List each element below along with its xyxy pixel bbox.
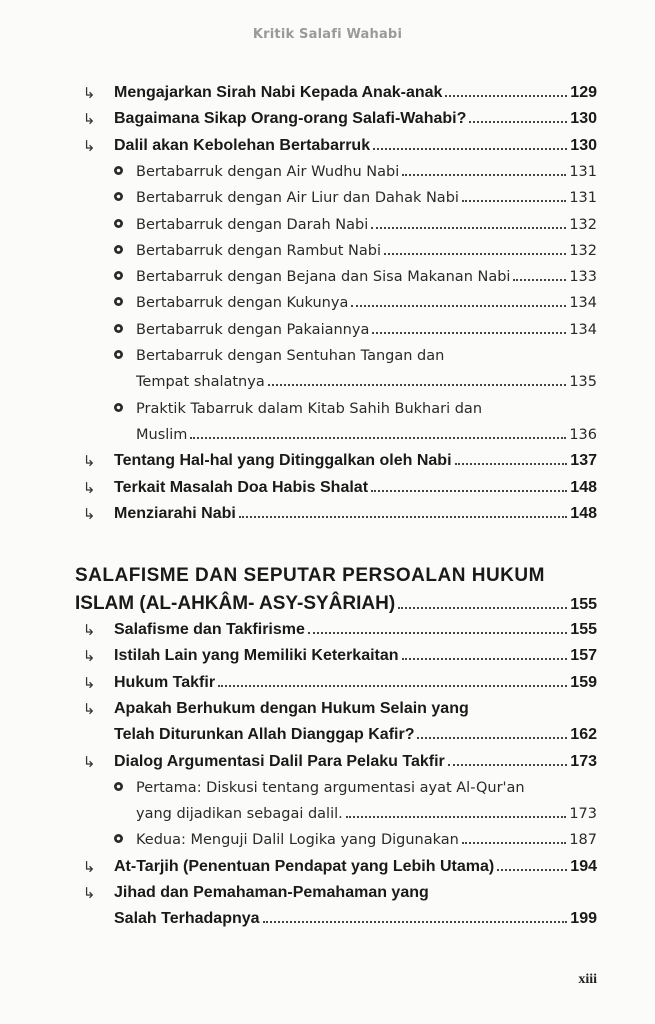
running-header: Kritik Salafi Wahabi: [252, 27, 403, 42]
toc-entry-title: Bertabarruk dengan Kukunya: [136, 295, 349, 312]
toc-row: [0, 238, 655, 264]
toc-row: [0, 422, 655, 448]
dot-leader: [371, 227, 566, 229]
toc-entry-title: Jihad dan Pemahaman-Pemahaman yang: [114, 884, 429, 901]
dot-leader: [497, 869, 567, 871]
toc-row: [0, 264, 655, 290]
toc-entry-page: 133: [569, 269, 597, 286]
dot-leader: [402, 174, 566, 176]
toc-row: [0, 133, 655, 159]
ring-dot-icon: [114, 782, 123, 791]
toc-row: [0, 185, 655, 211]
toc-entry-title: Bertabarruk dengan Pakaiannya: [136, 321, 370, 338]
ring-dot-icon: [114, 271, 123, 280]
dot-leader: [448, 764, 568, 766]
toc-entry-title: Tentang Hal-hal yang Ditinggalkan oleh Nabi: [114, 452, 452, 470]
toc-row: [0, 906, 655, 932]
toc-entry-page: 157: [570, 647, 597, 665]
toc-entry-page: 199: [570, 910, 597, 928]
dot-leader: [346, 816, 567, 818]
toc-entry-title: Hukum Takfir: [114, 673, 216, 691]
dot-leader: [371, 490, 567, 492]
toc-entry-title: yang dijadikan sebagai dalil.: [136, 806, 343, 823]
toc-entry-page: 162: [570, 726, 597, 744]
toc-row: [0, 722, 655, 748]
toc-entry-title: Salafisme dan Takfirisme: [114, 621, 305, 638]
dot-leader: [455, 463, 568, 465]
toc-entry-page: 137: [570, 452, 597, 470]
ring-dot-icon: [114, 403, 123, 412]
toc-entry-page: 136: [569, 426, 597, 443]
toc-entry-title: Bertabarruk dengan Bejana dan Sisa Makanan Nabi: [136, 269, 511, 286]
toc-entry-title: Bagaimana Sikap Orang-orang Salafi-Wahabi?: [114, 110, 467, 128]
ring-dot-icon: [114, 166, 123, 175]
ring-dot-icon: [114, 834, 123, 843]
dot-leader: [469, 121, 567, 123]
toc-entry-page: 130: [570, 110, 597, 128]
toc-row: [0, 290, 655, 316]
section-title-line2: ISLAM (AL-AHKÂM- ASY-SYÂRIAH): [75, 593, 396, 614]
toc-entry-page: 134: [569, 295, 597, 312]
toc-entry-title: Mengajarkan Sirah Nabi Kepada Anak-anak: [114, 84, 443, 101]
dot-leader: [513, 279, 566, 281]
arrow-mark-icon: ↳: [82, 452, 96, 471]
toc-row: [0, 448, 655, 474]
toc-entry-title: Kedua: Menguji Dalil Logika yang Digunakan: [136, 832, 459, 849]
toc-entry-page: 132: [569, 216, 597, 233]
arrow-mark-icon: ↳: [82, 504, 96, 523]
ring-dot-icon: [114, 219, 123, 228]
arrow-mark-icon: ↳: [82, 857, 96, 876]
toc-entry-title: Bertabarruk dengan Air Wudhu Nabi: [136, 163, 400, 180]
toc-entry-page: 148: [570, 478, 597, 496]
dot-leader: [239, 516, 567, 518]
toc-entry-page: 173: [570, 752, 597, 770]
toc-row: [0, 475, 655, 501]
toc-row: [0, 643, 655, 669]
toc-row: [0, 749, 655, 775]
toc-row: [0, 159, 655, 185]
toc-entry-title: Apakah Berhukum dengan Hukum Selain yang: [114, 699, 469, 717]
toc-entry-title: Dalil akan Kebolehan Bertabarruk: [114, 136, 371, 154]
ring-dot-icon: [114, 297, 123, 306]
toc-entry-page: 134: [569, 321, 597, 338]
dot-leader: [373, 148, 567, 150]
toc-row: [0, 369, 655, 395]
toc-entry-page: 129: [570, 84, 597, 101]
toc-entry-page: 187: [569, 832, 597, 849]
toc-row: [0, 775, 655, 801]
dot-leader: [402, 658, 568, 660]
arrow-mark-icon: ↳: [82, 673, 96, 692]
toc-row: [0, 106, 655, 132]
ring-dot-icon: [114, 192, 123, 201]
toc-entry-title: Istilah Lain yang Memiliki Keterkaitan: [114, 647, 399, 665]
dot-leader: [417, 737, 567, 739]
toc-entry-page: 148: [570, 504, 597, 522]
toc-entry-page: 131: [569, 163, 597, 180]
toc-entry-page: 173: [569, 806, 597, 823]
dot-leader: [384, 253, 566, 255]
toc-row: [0, 827, 655, 853]
dot-leader: [372, 332, 566, 334]
toc-entry-title: Telah Diturunkan Allah Dianggap Kafir?: [114, 726, 415, 744]
toc-entry-page: 194: [570, 857, 597, 875]
arrow-mark-icon: ↳: [82, 110, 96, 129]
dot-leader: [268, 384, 567, 386]
toc-entry-title: Bertabarruk dengan Rambut Nabi: [136, 242, 381, 259]
toc-row: [0, 501, 655, 527]
dot-leader: [190, 437, 566, 439]
arrow-mark-icon: ↳: [82, 478, 96, 497]
toc-entry-page: 159: [570, 673, 597, 691]
dot-leader: [445, 95, 567, 97]
toc-row: [0, 670, 655, 696]
dot-leader: [218, 685, 567, 687]
arrow-mark-icon: ↳: [82, 136, 96, 155]
arrow-mark-icon: ↳: [82, 621, 96, 639]
toc-entry-title: Dialog Argumentasi Dalil Para Pelaku Takfir: [114, 752, 445, 770]
toc-entry-page: 130: [570, 136, 597, 154]
toc-entry-title: Pertama: Diskusi tentang argumentasi ayat Al-Qur'an: [136, 779, 525, 796]
arrow-mark-icon: ↳: [82, 84, 96, 102]
ring-dot-icon: [114, 324, 123, 333]
toc-row: [0, 880, 655, 906]
arrow-mark-icon: ↳: [82, 884, 96, 902]
toc-entry-title: Muslim: [136, 426, 188, 443]
arrow-mark-icon: ↳: [82, 647, 96, 666]
toc-entry-title: Menziarahi Nabi: [114, 504, 236, 522]
toc-row: [0, 801, 655, 827]
toc-row: [0, 396, 655, 422]
toc-row: [0, 317, 655, 343]
dot-leader: [308, 632, 567, 634]
toc-entry-title: Salah Terhadapnya: [114, 910, 260, 928]
ring-dot-icon: [114, 350, 123, 359]
toc-entry-page: 135: [569, 374, 597, 391]
arrow-mark-icon: ↳: [82, 752, 96, 771]
toc-entry-page: 155: [570, 621, 597, 638]
ring-dot-icon: [114, 245, 123, 254]
dot-leader: [462, 842, 566, 844]
toc-row: [0, 617, 655, 643]
toc-entry-title: Bertabarruk dengan Darah Nabi: [136, 216, 369, 233]
toc-entry-title: Tempat shalatnya: [136, 374, 265, 391]
section-title-row: [75, 591, 597, 618]
toc-entry-title: Terkait Masalah Doa Habis Shalat: [114, 478, 369, 496]
toc-entry-page: 132: [569, 242, 597, 259]
toc-entry-page: 131: [569, 190, 597, 207]
toc-row: [0, 854, 655, 880]
toc-entry-title: Bertabarruk dengan Air Liur dan Dahak Nabi: [136, 190, 459, 207]
toc-row: [0, 80, 655, 106]
toc-entry-title: At-Tarjih (Penentuan Pendapat yang Lebih Utama): [114, 857, 495, 875]
page-number: xiii: [578, 972, 597, 987]
dot-leader: [398, 607, 567, 609]
toc-entry-title: Praktik Tabarruk dalam Kitab Sahih Bukhari dan: [136, 400, 483, 417]
toc-row: [0, 696, 655, 722]
dot-leader: [462, 200, 566, 202]
section-page: 155: [570, 596, 597, 613]
toc-entry-title: Bertabarruk dengan Sentuhan Tangan dan: [136, 348, 445, 364]
dot-leader: [351, 305, 566, 307]
section-title-line1: SALAFISME DAN SEPUTAR PERSOALAN HUKUM: [75, 565, 545, 586]
toc-row: [0, 343, 655, 369]
dot-leader: [263, 921, 568, 923]
toc-row: [0, 212, 655, 238]
arrow-mark-icon: ↳: [82, 699, 96, 718]
